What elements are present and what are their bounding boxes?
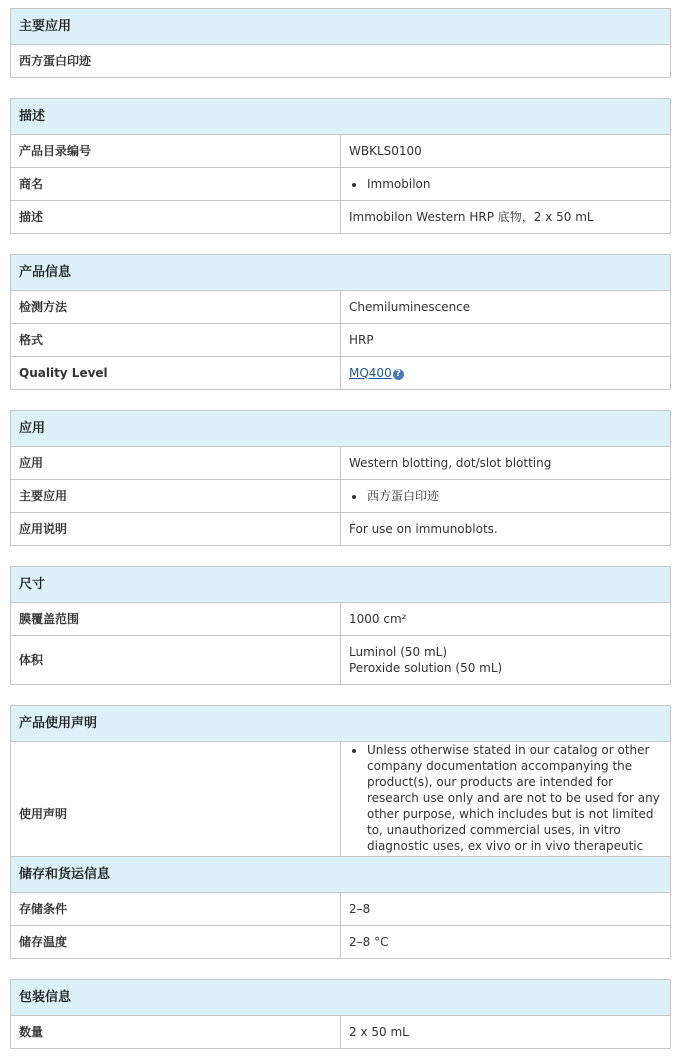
- row-label: Quality Level: [11, 357, 341, 390]
- section-header: 产品使用声明: [11, 706, 671, 742]
- description-value: Immobilon Western HRP 底物，2 x 50 mL: [341, 201, 671, 234]
- table-row: [11, 168, 671, 201]
- table-row: [11, 291, 671, 324]
- packaging-table: [10, 979, 671, 1049]
- row-label: 描述: [11, 201, 341, 234]
- list-item: • 西方蛋白印迹: [366, 488, 662, 504]
- table-row: [11, 603, 671, 636]
- section-header: 应用: [11, 411, 671, 447]
- row-label: 检测方法: [11, 291, 341, 324]
- row-label: 存储条件: [11, 893, 341, 926]
- application-table: [10, 410, 671, 546]
- table-row: [11, 447, 671, 480]
- section-header: 尺寸: [11, 567, 671, 603]
- table-row: [11, 1016, 671, 1049]
- application-notes-value: For use on immunoblots.: [341, 513, 671, 546]
- list-item: • Unless otherwise stated in our catalog or other company documentation accompanying the product(s), our products are intended for research use only and are not to be used for any other purpose, which includes but is not limited to, unauthorized commercial uses, in vitro diagnostic uses, ex vivo or in vivo therapeutic: [366, 742, 662, 886]
- table-row: [11, 324, 671, 357]
- volume-cell: [341, 636, 671, 685]
- list-item: • Immobilon: [366, 176, 662, 192]
- storage-temperature-value: 2–8 °C: [341, 926, 671, 959]
- catalog-number-value: WBKLS0100: [341, 135, 671, 168]
- volume-line: Luminol (50 mL): [349, 645, 448, 659]
- table-row: [11, 893, 671, 926]
- section-header: 产品信息: [11, 255, 671, 291]
- volume-line: Peroxide solution (50 mL): [349, 661, 503, 675]
- row-label: 膜覆盖范围: [11, 603, 341, 636]
- format-value: HRP: [341, 324, 671, 357]
- row-label: 储存温度: [11, 926, 341, 959]
- application-value: Western blotting, dot/slot blotting: [341, 447, 671, 480]
- quantity-value: 2 x 50 mL: [341, 1016, 671, 1049]
- row-label: 产品目录编号: [11, 135, 341, 168]
- table-row: [11, 201, 671, 234]
- description-table: [10, 98, 671, 234]
- table-row: [11, 636, 671, 685]
- detection-method-value: Chemiluminescence: [341, 291, 671, 324]
- row-label: 商名: [11, 168, 341, 201]
- storage-table: [10, 856, 671, 959]
- table-row: [11, 926, 671, 959]
- table-row: [11, 357, 671, 390]
- section-header: 储存和货运信息: [11, 857, 671, 893]
- main-application-value: 西方蛋白印迹: [11, 45, 671, 78]
- main-application-table: [10, 8, 671, 78]
- table-row: [11, 513, 671, 546]
- row-label: 格式: [11, 324, 341, 357]
- section-header: 包装信息: [11, 980, 671, 1016]
- help-icon[interactable]: ?: [393, 369, 404, 380]
- row-label: 体积: [11, 636, 341, 685]
- key-application-cell: [341, 480, 671, 513]
- trade-name-cell: [341, 168, 671, 201]
- section-header: 描述: [11, 99, 671, 135]
- membrane-coverage-value: 1000 cm²: [341, 603, 671, 636]
- row-label: 应用: [11, 447, 341, 480]
- product-info-table: [10, 254, 671, 390]
- storage-condition-value: 2–8: [341, 893, 671, 926]
- row-label: 使用声明: [11, 742, 341, 887]
- row-label: 主要应用: [11, 480, 341, 513]
- table-row: [11, 135, 671, 168]
- row-label: 应用说明: [11, 513, 341, 546]
- quality-level-link[interactable]: MQ400: [349, 366, 392, 380]
- section-header: 主要应用: [11, 9, 671, 45]
- quality-level-cell: [341, 357, 671, 390]
- row-label: 数量: [11, 1016, 341, 1049]
- table-row: [11, 480, 671, 513]
- dimensions-table: [10, 566, 671, 685]
